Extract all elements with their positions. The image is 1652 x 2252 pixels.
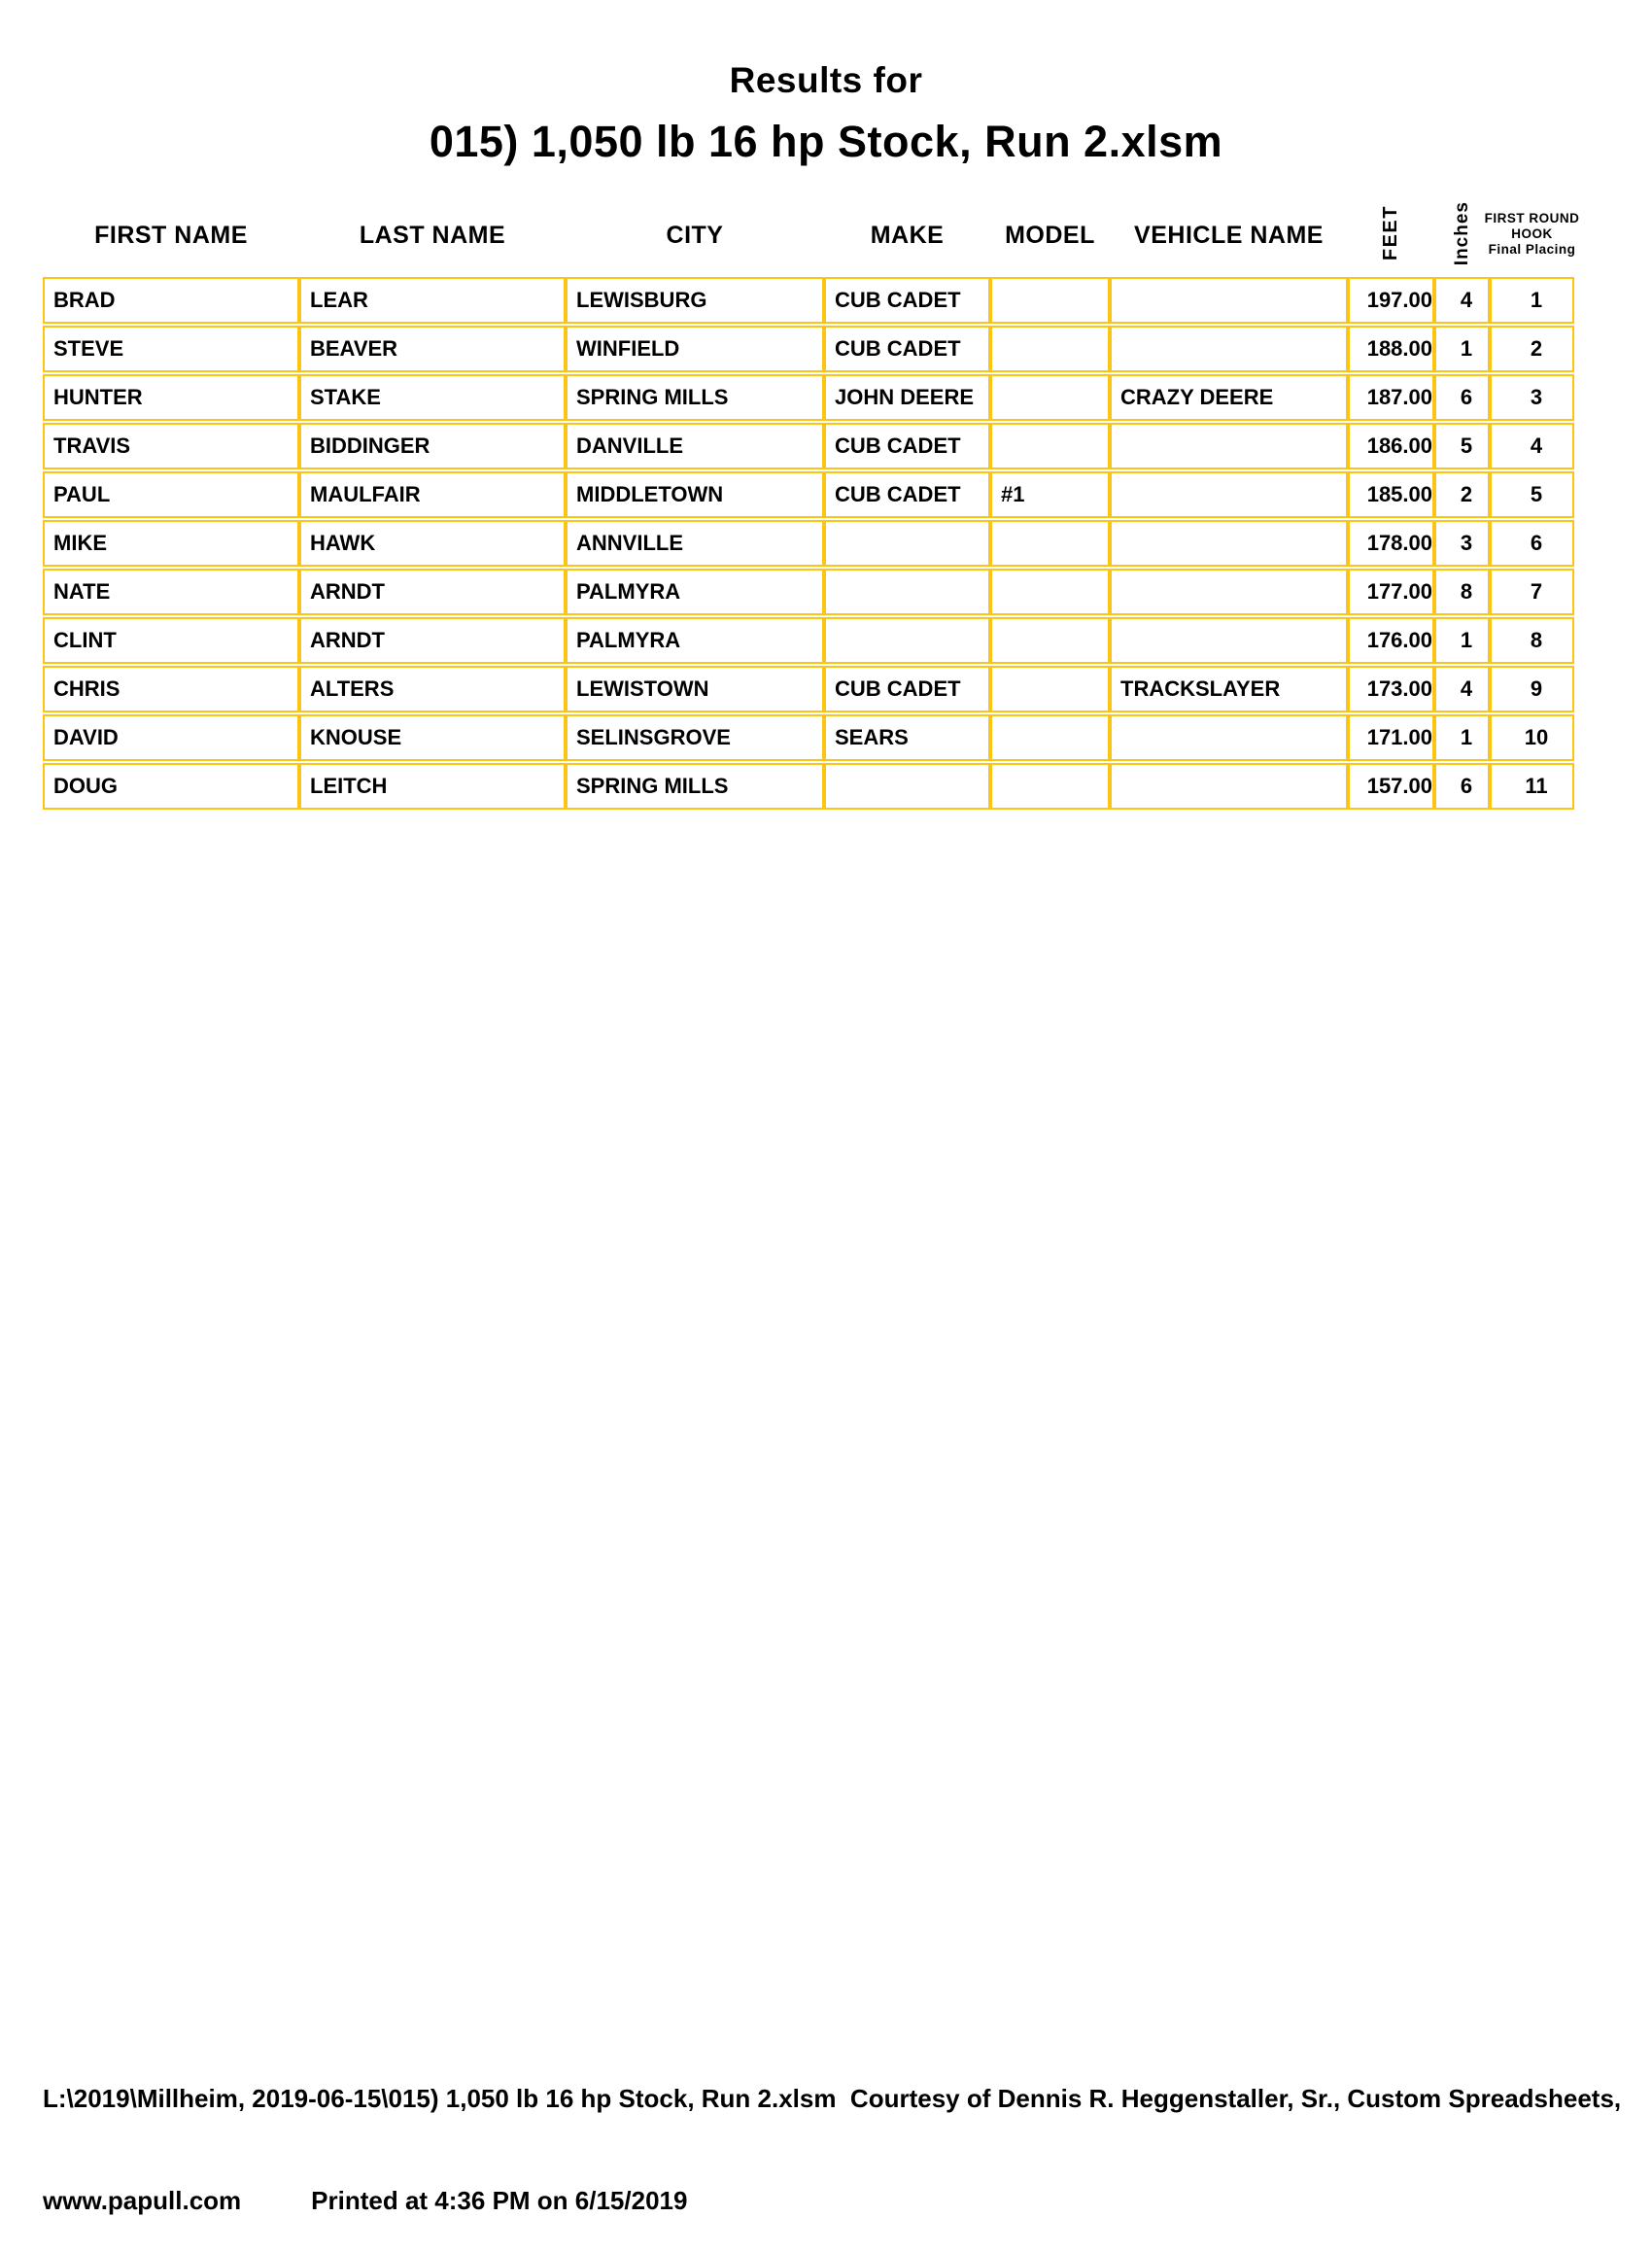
cell-placing: 10 (1490, 714, 1574, 761)
cell-model (990, 714, 1110, 761)
cell-placing: 1 (1490, 277, 1574, 324)
cell-inches: 4 (1434, 277, 1490, 324)
cell-feet: 185.00 (1348, 471, 1434, 518)
cell-feet: 186.00 (1348, 423, 1434, 469)
cell-feet: 178.00 (1348, 520, 1434, 567)
cell-feet: 188.00 (1348, 326, 1434, 372)
cell-model (990, 569, 1110, 615)
cell-last-name: STAKE (299, 374, 566, 421)
column-header-make: MAKE (870, 222, 945, 249)
cell-make: CUB CADET (824, 277, 990, 324)
cell-model (990, 326, 1110, 372)
cell-last-name: ARNDT (299, 617, 566, 664)
table-row (43, 326, 1574, 372)
table-row (43, 374, 1574, 421)
cell-vehicle-name (1110, 714, 1348, 761)
cell-first-name: MIKE (43, 520, 299, 567)
page-title: Results for (729, 60, 923, 100)
cell-inches: 1 (1434, 326, 1490, 372)
cell-first-name: CLINT (43, 617, 299, 664)
column-header-city: CITY (666, 222, 724, 249)
column-header-model: MODEL (1005, 222, 1095, 249)
cell-placing: 11 (1490, 763, 1574, 810)
cell-placing: 5 (1490, 471, 1574, 518)
cell-model (990, 763, 1110, 810)
cell-vehicle-name (1110, 763, 1348, 810)
cell-make: JOHN DEERE (824, 374, 990, 421)
cell-inches: 2 (1434, 471, 1490, 518)
cell-placing: 4 (1490, 423, 1574, 469)
cell-city: WINFIELD (566, 326, 824, 372)
cell-inches: 6 (1434, 374, 1490, 421)
table-row (43, 520, 1574, 567)
footer-line2 (43, 2184, 1621, 2218)
cell-make (824, 569, 990, 615)
cell-last-name: BEAVER (299, 326, 566, 372)
cell-last-name: ALTERS (299, 666, 566, 712)
cell-first-name: NATE (43, 569, 299, 615)
cell-city: SPRING MILLS (566, 763, 824, 810)
column-header-first-name: FIRST NAME (94, 222, 248, 249)
cell-inches: 6 (1434, 763, 1490, 810)
cell-vehicle-name (1110, 277, 1348, 324)
results-table-area (43, 188, 1580, 812)
cell-model (990, 617, 1110, 664)
cell-make (824, 520, 990, 567)
cell-last-name: BIDDINGER (299, 423, 566, 469)
column-header-inches: Inches (1451, 200, 1472, 265)
cell-last-name: HAWK (299, 520, 566, 567)
cell-model (990, 423, 1110, 469)
cell-first-name: DOUG (43, 763, 299, 810)
cell-placing: 7 (1490, 569, 1574, 615)
cell-inches: 5 (1434, 423, 1490, 469)
cell-city: DANVILLE (566, 423, 824, 469)
cell-vehicle-name: CRAZY DEERE (1110, 374, 1348, 421)
report-filename-title: 015) 1,050 lb 16 hp Stock, Run 2.xlsm (429, 117, 1223, 166)
column-header-vehicle-name: VEHICLE NAME (1134, 222, 1324, 249)
cell-model: #1 (990, 471, 1110, 518)
cell-make (824, 617, 990, 664)
cell-feet: 157.00 (1348, 763, 1434, 810)
cell-feet: 176.00 (1348, 617, 1434, 664)
table-row (43, 423, 1574, 469)
cell-first-name: BRAD (43, 277, 299, 324)
results-table (43, 275, 1574, 812)
cell-vehicle-name (1110, 326, 1348, 372)
cell-first-name: STEVE (43, 326, 299, 372)
cell-vehicle-name: TRACKSLAYER (1110, 666, 1348, 712)
cell-feet: 197.00 (1348, 277, 1434, 324)
cell-inches: 1 (1434, 714, 1490, 761)
footer-file-path: L:\2019\Millheim, 2019-06-15\015) 1,050 lb 16 hp Stock, Run 2.xlsm Courtesy of Dennis R. Heggenstaller, Sr., Custom Spreadsheets, (43, 2084, 1622, 2113)
cell-placing: 9 (1490, 666, 1574, 712)
cell-feet: 177.00 (1348, 569, 1434, 615)
cell-vehicle-name (1110, 423, 1348, 469)
table-row (43, 471, 1574, 518)
cell-make: CUB CADET (824, 666, 990, 712)
results-table-body (43, 277, 1574, 810)
cell-first-name: CHRIS (43, 666, 299, 712)
table-row (43, 277, 1574, 324)
cell-model (990, 277, 1110, 324)
cell-last-name: LEITCH (299, 763, 566, 810)
page-footer (43, 2014, 1621, 2252)
cell-model (990, 374, 1110, 421)
footer-printed-timestamp: Printed at 4:36 PM on 6/15/2019 (311, 2186, 688, 2215)
cell-city: ANNVILLE (566, 520, 824, 567)
cell-model (990, 520, 1110, 567)
cell-last-name: MAULFAIR (299, 471, 566, 518)
cell-make: SEARS (824, 714, 990, 761)
cell-inches: 1 (1434, 617, 1490, 664)
cell-vehicle-name (1110, 471, 1348, 518)
cell-city: LEWISBURG (566, 277, 824, 324)
table-row (43, 763, 1574, 810)
cell-city: PALMYRA (566, 569, 824, 615)
cell-last-name: LEAR (299, 277, 566, 324)
cell-city: LEWISTOWN (566, 666, 824, 712)
cell-placing: 2 (1490, 326, 1574, 372)
cell-make: CUB CADET (824, 326, 990, 372)
cell-city: SPRING MILLS (566, 374, 824, 421)
cell-feet: 173.00 (1348, 666, 1434, 712)
table-row (43, 714, 1574, 761)
column-header-final-placing: FIRST ROUND HOOK Final Placing (1484, 211, 1580, 257)
cell-inches: 8 (1434, 569, 1490, 615)
cell-first-name: PAUL (43, 471, 299, 518)
table-header-row (43, 188, 1580, 277)
cell-placing: 6 (1490, 520, 1574, 567)
cell-city: PALMYRA (566, 617, 824, 664)
table-row (43, 666, 1574, 712)
cell-first-name: HUNTER (43, 374, 299, 421)
cell-make: CUB CADET (824, 471, 990, 518)
cell-inches: 3 (1434, 520, 1490, 567)
cell-placing: 3 (1490, 374, 1574, 421)
cell-make (824, 763, 990, 810)
cell-inches: 4 (1434, 666, 1490, 712)
cell-first-name: TRAVIS (43, 423, 299, 469)
cell-vehicle-name (1110, 520, 1348, 567)
cell-last-name: ARNDT (299, 569, 566, 615)
cell-vehicle-name (1110, 617, 1348, 664)
cell-placing: 8 (1490, 617, 1574, 664)
cell-vehicle-name (1110, 569, 1348, 615)
cell-model (990, 666, 1110, 712)
cell-feet: 187.00 (1348, 374, 1434, 421)
column-header-feet: FEET (1380, 204, 1401, 260)
cell-feet: 171.00 (1348, 714, 1434, 761)
cell-make: CUB CADET (824, 423, 990, 469)
table-row (43, 617, 1574, 664)
footer-website: www.papull.com (43, 2186, 242, 2215)
cell-city: MIDDLETOWN (566, 471, 824, 518)
cell-city: SELINSGROVE (566, 714, 824, 761)
cell-first-name: DAVID (43, 714, 299, 761)
column-header-last-name: LAST NAME (359, 222, 506, 249)
table-row (43, 569, 1574, 615)
cell-last-name: KNOUSE (299, 714, 566, 761)
